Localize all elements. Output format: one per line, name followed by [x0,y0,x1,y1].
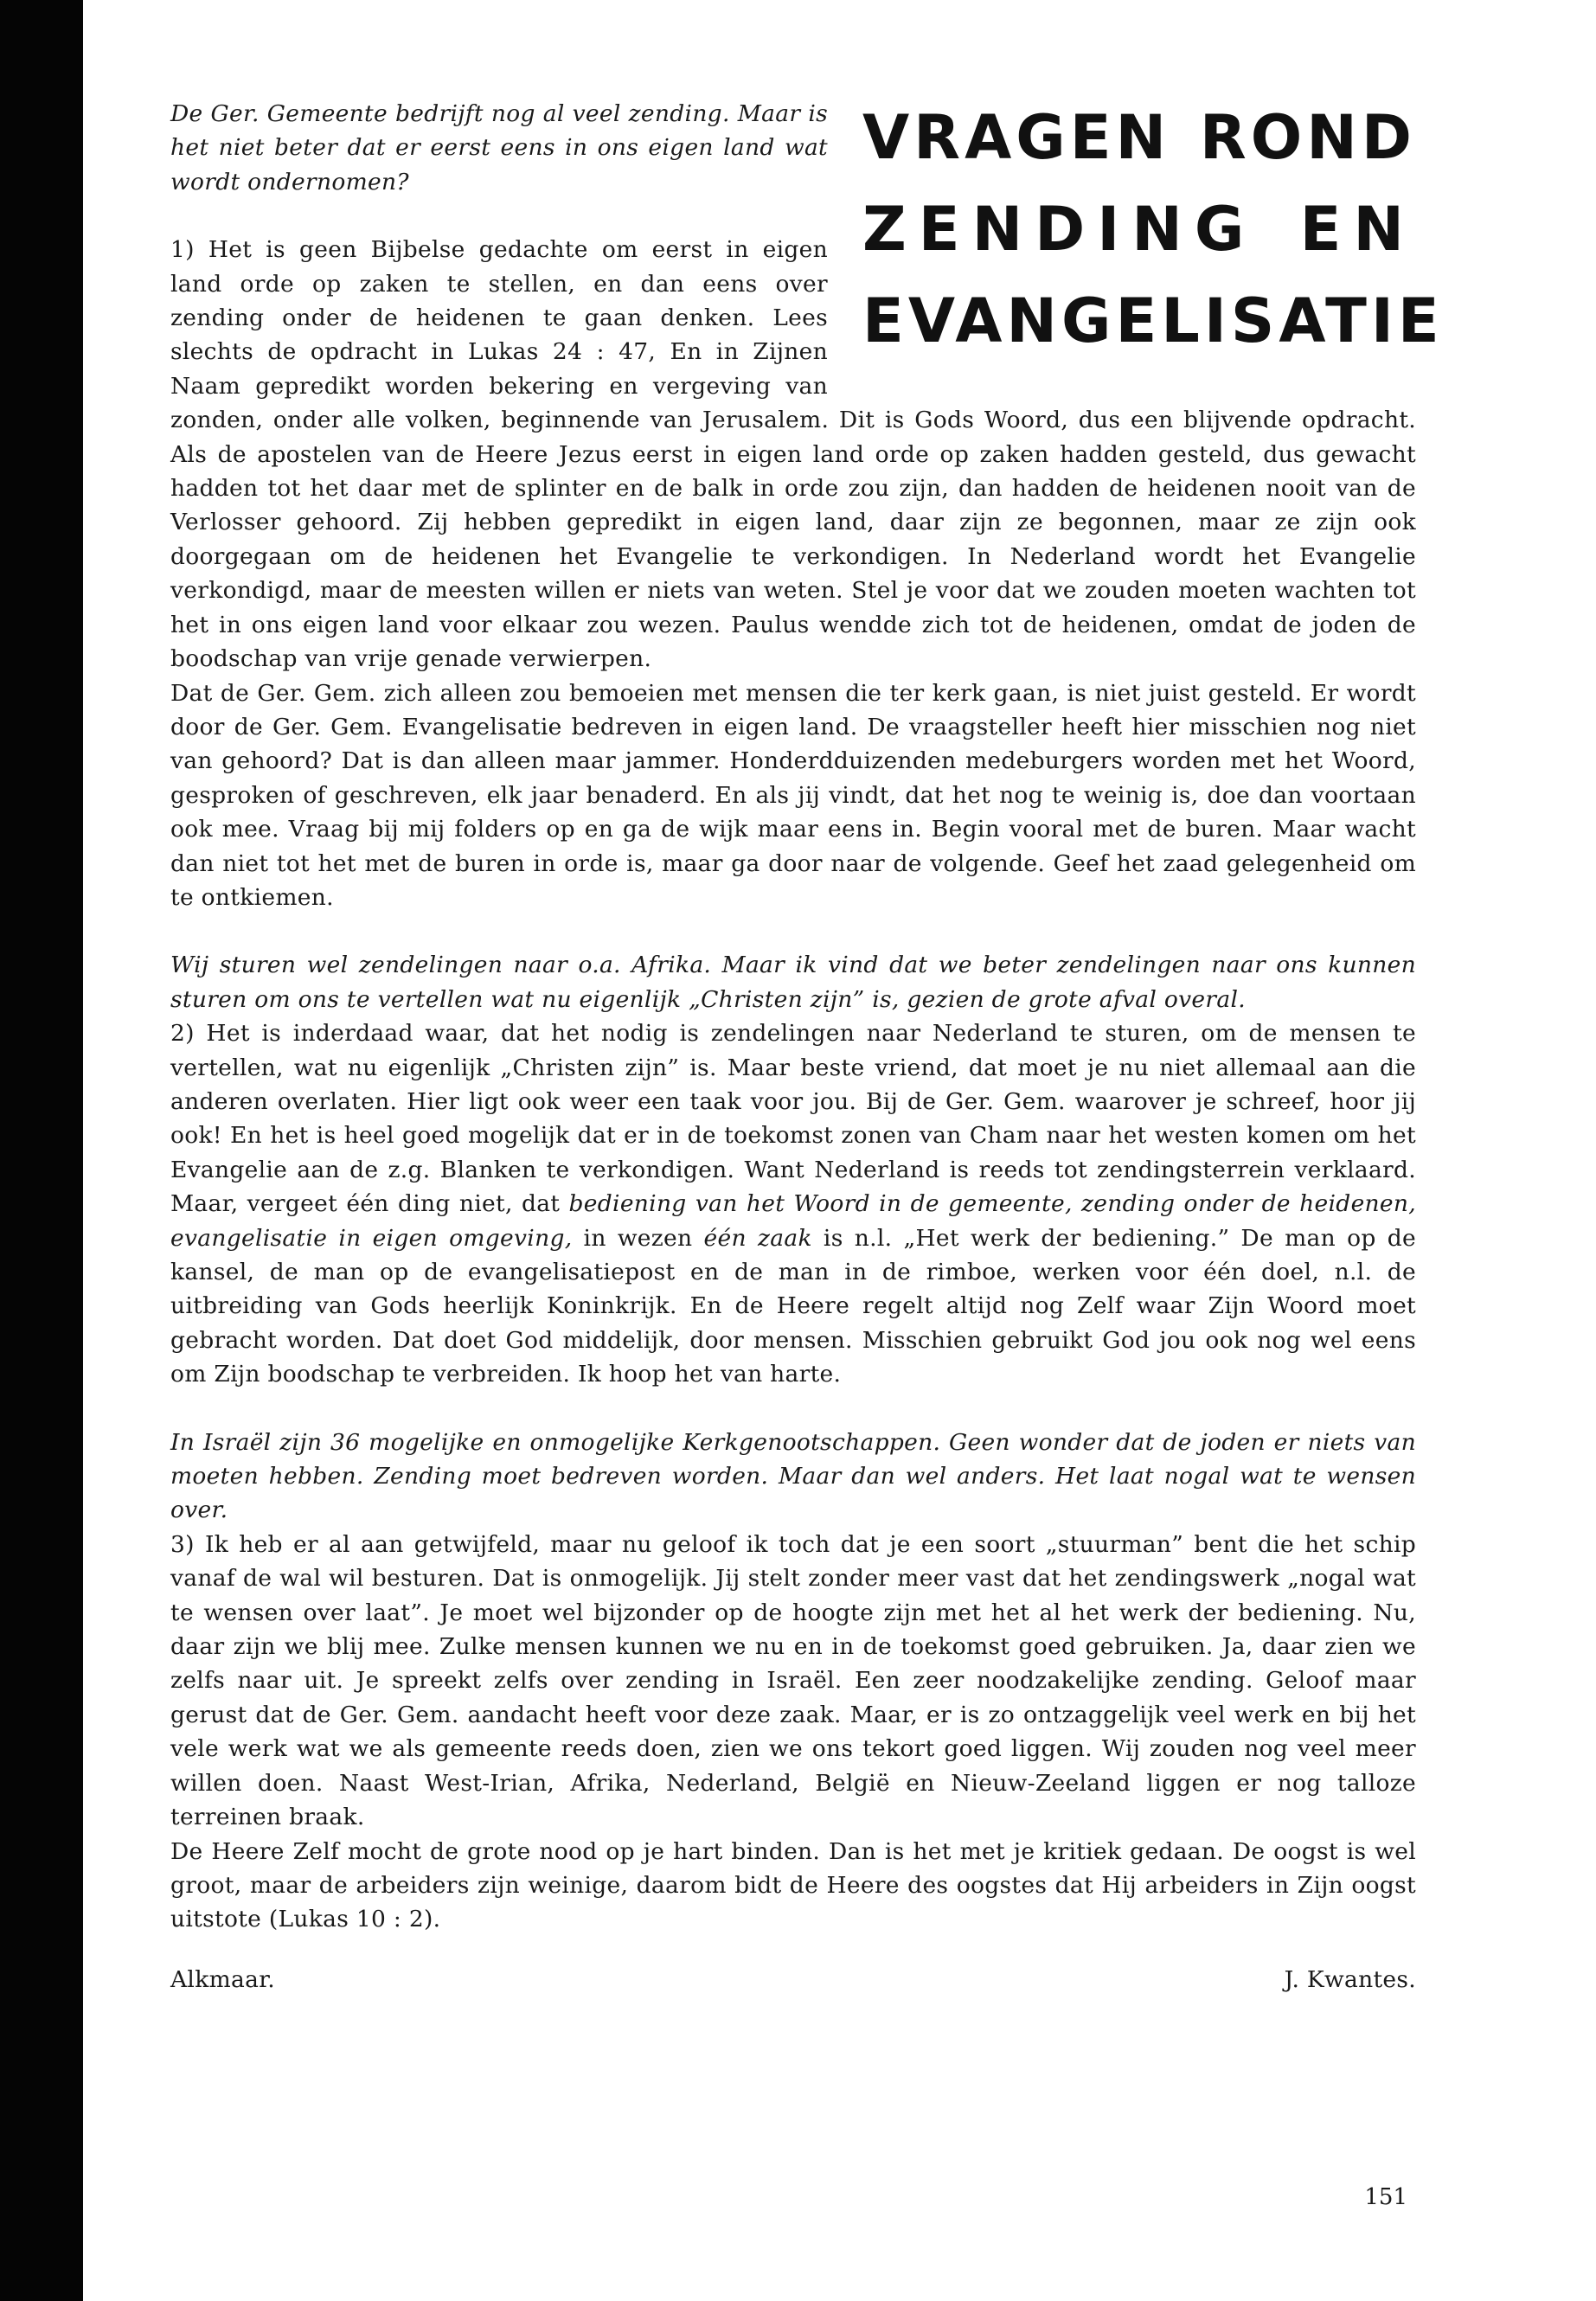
signoff-place: Alkmaar. [170,1965,275,1993]
article-title [862,92,1444,367]
question-1: De Ger. Gemeente bedrijft nog al veel zending. Maar is het niet beter dat er eerst eens in ons eigen land wat wordt ondernomen? [170,100,828,195]
signoff [170,1963,1416,1997]
answer-2-part-a: 2) Het is inderdaad waar, dat het nodig is zendelingen naar Nederland te sturen, om de mensen te vertellen, wat nu eigenlijk „Christen zijn” is. Maar beste vriend, dat moet je nu niet allemaal aan die anderen overlaten. Hier ligt ook weer een taak voor jou. Bij de Ger. Gem. waarover je schreef, hoor jij ook! En het is heel goed mogelijk dat er in de toekomst zonen van Cham naar het westen komen om het Evangelie aan de z.g. Blanken te verkondigen. Want Nederland is reeds tot zendingsterrein verklaard. Maar, vergeet één ding niet, dat [170,1020,1416,1218]
answer-2-part-c: is n.l. „Het werk der bediening.” De man op de kansel, de man op de evangelisatiepost en de man in de rimboe, werken voor één doel, n.l. de uitbreiding van Gods heerlijk Koninkrijk. En de Heere regelt altijd nog Zelf waar Zijn Woord moet gebracht worden. Dat doet God middelijk, door mensen. Misschien gebruikt God jou ook nog wel eens om Zijn boodschap te verbreiden. Ik hoop het van harte. [170,1224,1416,1388]
answer-2 [170,1016,1416,1391]
answer-2-part-b: in wezen [572,1224,704,1252]
signoff-author: J. Kwantes. [1284,1965,1416,1993]
question-3: In Israël zijn 36 mogelijke en onmogelijke Kerkgenootschappen. Geen wonder dat de joden er niets van moeten hebben. Zending moet bedreven worden. Maar dan wel anders. Het laat nogal wat te wensen over. [170,1428,1416,1524]
answer-1-paragraph-1: 1) Het is geen Bijbelse gedachte om eerst in eigen land orde op zaken te stellen, en dan eens over zending onder de heidenen te gaan denken. Lees slechts de opdracht in Lukas 24 : 47, En in Zijnen Naam gepredikt worden bekering en vergeving van zonden, onder alle volken, beginnende van Jerusalem. Dit is Gods Woord, dus een blijvende opdracht. Als de apostelen van de Heere Jezus eerst in eigen land orde op zaken hadden gesteld, dus gewacht hadden tot het daar met de splinter en de balk in orde zou zijn, dan hadden de heidenen nooit van de Verlosser gehoord. Zij hebben gepredikt in eigen land, daar zijn ze begonnen, maar ze zijn ook doorgegaan om de heidenen het Evangelie te verkondigen. In Nederland wordt het Evangelie verkondigd, maar de meesten willen er niets van weten. Stel je voor dat we zouden moeten wachten tot het in ons eigen land voor elkaar zou wezen. Paulus wendde zich tot de heidenen, omdat de joden de boodschap van vrije genade verwierpen. [170,236,1416,673]
article [170,97,1444,1997]
binding-edge [0,0,83,2301]
answer-1-paragraph-2: Dat de Ger. Gem. zich alleen zou bemoeien met mensen die ter kerk gaan, is niet juist gesteld. Er wordt door de Ger. Gem. Evangelisatie bedreven in eigen land. De vraagsteller heeft hier misschien nog niet van gehoord? Dat is dan alleen maar jammer. Honderdduizenden medeburgers worden met het Woord, gesproken of geschreven, elk jaar benaderd. En als jij vindt, dat het nog te weinig is, doe dan voortaan ook mee. Vraag bij mij folders op en ga de wijk maar eens in. Begin vooral met de buren. Maar wacht dan niet tot het met de buren in orde is, maar ga door naar de volgende. Geef het zaad gelegenheid om te ontkiemen. [170,679,1416,911]
answer-2-emphasis: bediening van het Woord in de gemeente, zending onder de heidenen, evangelisatie in eigen omgeving, [170,1190,1416,1252]
question-2: Wij sturen wel zendelingen naar o.a. Afrika. Maar ik vind dat we beter zendelingen naar ons kunnen sturen om ons te vertellen wat nu eigenlijk „Christen zijn” is, gezien de grote afval overal. [170,952,1416,1013]
answer-3-paragraph-1: 3) Ik heb er al aan getwijfeld, maar nu geloof ik toch dat je een soort „stuurman” bent die het schip vanaf de wal wil besturen. Dat is onmogelijk. Jij stelt zonder meer vast dat het zendingswerk „nogal wat te wensen over laat”. Je moet wel bijzonder op de hoogte zijn met het al het werk der bediening. Nu, daar zijn we blij mee. Zulke mensen kunnen we nu en in de toekomst goed gebruiken. Ja, daar zien we zelfs naar uit. Je spreekt zelfs over zending in Israël. Een zeer noodzakelijke zending. Geloof maar gerust dat de Ger. Gem. aandacht heeft voor deze zaak. Maar, er is zo ontzaggelijk veel werk en bij het vele werk wat we als gemeente reeds doen, zien we ons tekort goed liggen. Wij zouden nog veel meer willen doen. Naast West-Irian, Afrika, Nederland, België en Nieuw-Zeeland liggen er nog talloze terreinen braak. [170,1530,1416,1831]
answer-2-emphasis-2: één zaak [703,1224,812,1252]
title-line-3: EVANGELISATIE [862,285,1444,356]
title-line-2: ZENDING EN [862,194,1416,265]
title-line-1: VRAGEN ROND [862,102,1416,173]
page-number: 151 [1364,2184,1407,2210]
answer-3-paragraph-2: De Heere Zelf mocht de grote nood op je hart binden. Dan is het met je kritiek gedaan. De oogst is wel groot, maar de arbeiders zijn weinige, daarom bidt de Heere des oogstes dat Hij arbeiders in Zijn oogst uitstote (Lukas 10 : 2). [170,1837,1416,1933]
